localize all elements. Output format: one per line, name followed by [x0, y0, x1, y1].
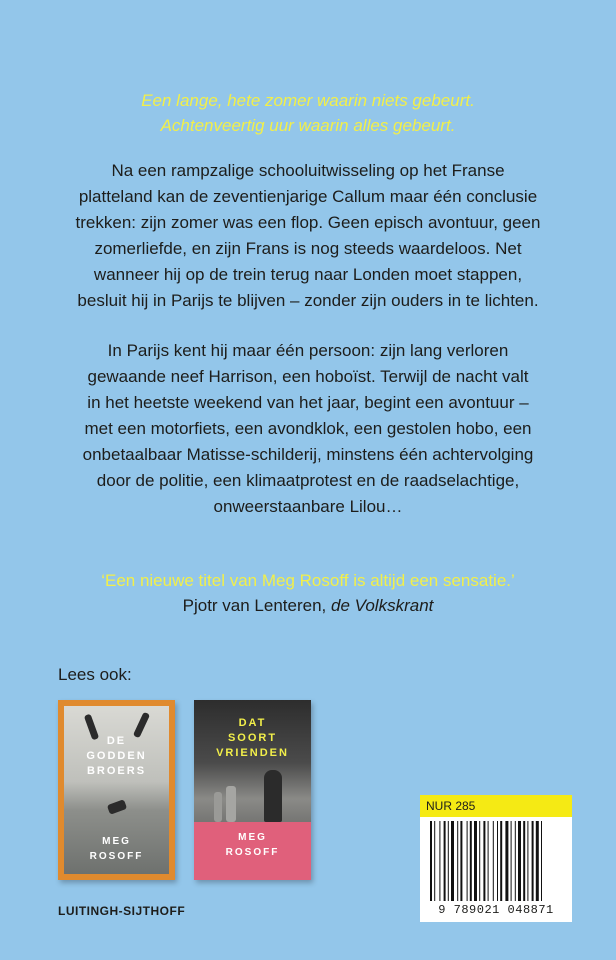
barcode-bar	[536, 821, 539, 901]
barcode-bar	[467, 821, 468, 901]
building-silhouette	[214, 792, 222, 822]
blurb-line: door de politie, een klimaatprotest en de raadselachtige,	[96, 471, 520, 490]
barcode-bar	[444, 821, 446, 901]
book-title	[194, 716, 311, 761]
person-figure	[264, 770, 282, 822]
book-author-line: MEG	[238, 832, 267, 843]
barcode-bar	[448, 821, 449, 901]
book-cover-dat-soort-vrienden	[194, 700, 311, 880]
isbn-number: 9 789021 048871	[438, 903, 554, 917]
book-author	[58, 834, 175, 864]
book-cover-de-godden-broers	[58, 700, 175, 880]
barcode-bar	[532, 821, 534, 901]
blurb-line: besluit hij in Parijs te blijven – zonder zijn ouders in te lichten.	[77, 291, 539, 310]
blurb-line: Na een rampzalige schooluitwisseling op het Franse	[111, 161, 505, 180]
barcode-bar	[511, 821, 512, 901]
barcode-bar	[430, 821, 432, 901]
barcode-bar	[479, 821, 480, 901]
barcode-bar	[515, 821, 516, 901]
barcode-bar	[483, 821, 485, 901]
barcode-bar	[439, 821, 440, 901]
book-author-line: ROSOFF	[89, 851, 144, 862]
barcode-bar	[460, 821, 462, 901]
barcode-bar	[518, 821, 521, 901]
blurb-paragraph-2	[0, 338, 616, 520]
quote-source-name: Pjotr van Lenteren,	[182, 596, 331, 615]
barcode-bar	[493, 821, 494, 901]
barcode-bar	[523, 821, 525, 901]
barcode-icon	[430, 821, 562, 901]
book-title-line: GODDEN	[86, 750, 147, 762]
tagline	[0, 88, 616, 138]
book-title	[58, 734, 175, 779]
blurb-line: In Parijs kent hij maar één persoon: zijn lang verloren	[107, 341, 509, 360]
swimmer-figure	[107, 799, 127, 815]
book-title-line: DAT	[238, 717, 267, 729]
barcode-bar	[500, 821, 502, 901]
tagline-line: Een lange, hete zomer waarin niets gebeurt.	[141, 91, 475, 110]
blurb-line: in het heetste weekend van het jaar, begint een avontuur –	[87, 393, 529, 412]
review-quote	[0, 568, 616, 618]
publisher-logo: LUITINGH-SIJTHOFF	[58, 904, 186, 918]
blurb-line: trekken: zijn zomer was een flop. Geen episch avontuur, geen	[75, 213, 541, 232]
barcode-bar	[488, 821, 489, 901]
barcode-bar	[527, 821, 528, 901]
blurb-line: wanneer hij op de trein terug naar Londen moet stappen,	[93, 265, 523, 284]
barcode-bar	[497, 821, 498, 901]
blurb-line: met een motorfiets, een avondklok, een gestolen hobo, een	[84, 419, 532, 438]
blurb-line: zomerliefde, en zijn Frans is nog steeds waardeloos. Net	[94, 239, 522, 258]
blurb-line: platteland kan de zeventienjarige Callum maar één conclusie	[78, 187, 538, 206]
book-title-line: VRIENDEN	[216, 747, 289, 759]
blurb-line: gewaande neef Harrison, een hoboïst. Terwijl de nacht valt	[87, 367, 529, 386]
book-title-line: SOORT	[227, 732, 278, 744]
building-silhouette	[226, 786, 236, 822]
book-title-line: BROERS	[86, 765, 147, 777]
blurb-paragraph-1	[0, 158, 616, 314]
barcode-bar	[434, 821, 435, 901]
nur-label: NUR 285	[420, 795, 572, 817]
barcode-bar	[451, 821, 454, 901]
quote-source	[0, 593, 616, 618]
book-author-line: MEG	[102, 836, 131, 847]
tagline-line: Achtenveertig uur waarin alles gebeurt.	[160, 116, 456, 135]
book-author-line: ROSOFF	[225, 847, 280, 858]
barcode-bar	[470, 821, 472, 901]
quote-source-publication: de Volkskrant	[331, 596, 434, 615]
barcode-bar	[457, 821, 458, 901]
blurb-line: onbetaalbaar Matisse-schilderij, minstens één achtervolging	[82, 445, 534, 464]
see-also-heading: Lees ook:	[58, 665, 132, 684]
quote-text: ‘Een nieuwe titel van Meg Rosoff is altijd een sensatie.’	[101, 571, 515, 590]
blurb-line: onweerstaanbare Lilou…	[213, 497, 403, 516]
barcode-panel	[420, 795, 572, 922]
barcode-bar	[541, 821, 542, 901]
barcode-bar	[474, 821, 477, 901]
barcode-bar	[505, 821, 508, 901]
book-author	[194, 830, 311, 860]
book-title-line: DE	[106, 735, 127, 747]
